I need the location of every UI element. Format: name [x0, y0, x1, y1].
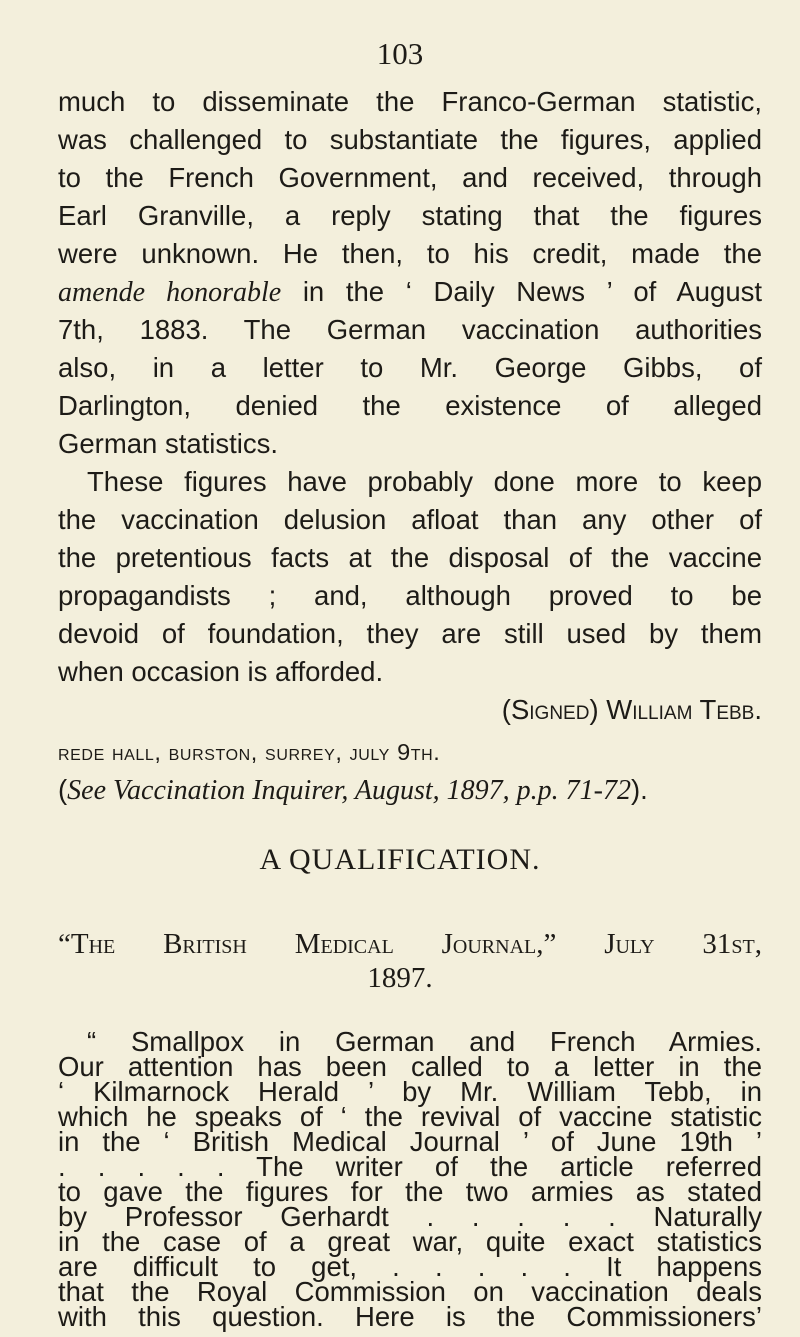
- section-heading: A QUALIFICATION.: [259, 843, 541, 876]
- text-line: are difficult to get, . . . . . It happens: [58, 1251, 762, 1282]
- text-line: much to disseminate the Franco-German statistic,: [58, 86, 762, 117]
- citation-close: ).: [631, 774, 648, 805]
- text-line: which he speaks of ‘ the revival of vaccine statistic: [58, 1101, 762, 1132]
- text-line: German statistics.: [58, 428, 279, 459]
- address-line: rede hall, burston, surrey, july 9th.: [58, 739, 441, 765]
- text-line: 7th, 1883. The German vaccination authorities: [58, 314, 762, 345]
- text-line: “ Smallpox in German and French Armies.: [87, 1026, 762, 1057]
- page-number: 103: [376, 36, 424, 71]
- text-line-with-italic: [58, 272, 762, 313]
- italic-phrase: amende honorable: [58, 277, 282, 308]
- text-line: that the Royal Commission on vaccination deals: [58, 1276, 762, 1307]
- text-line: Our attention has been called to a letter in the: [58, 1051, 762, 1082]
- text-line: was challenged to substantiate the figures, applied: [58, 124, 762, 155]
- signature: (Signed) William Tebb.: [501, 694, 762, 725]
- text-span: in the ‘ Daily News ’ of August: [281, 276, 763, 307]
- text-line: devoid of foundation, they are still used by them: [58, 618, 762, 649]
- text-line: when occasion is afforded.: [58, 656, 384, 687]
- text-line: by Professor Gerhardt . . . . . Naturally: [58, 1201, 762, 1232]
- text-line: in the ‘ British Medical Journal ’ of June 19th ’: [58, 1126, 762, 1157]
- text-line: Earl Granville, a reply stating that the figures: [58, 200, 762, 231]
- journal-title-line: “The British Medical Journal,” July 31st,: [58, 928, 762, 960]
- citation-italic: See Vaccination Inquirer, August, 1897, p.p. 71-72: [67, 775, 631, 806]
- citation-open: (: [58, 774, 68, 805]
- text-line: Darlington, denied the existence of alleged: [58, 390, 762, 421]
- text-line: in the case of a great war, quite exact statistics: [58, 1226, 762, 1257]
- journal-year: 1897.: [367, 962, 433, 994]
- text-line: to the French Government, and received, through: [58, 162, 762, 193]
- text-line: the pretentious facts at the disposal of the vaccine: [58, 542, 762, 573]
- text-line: to gave the figures for the two armies as stated: [58, 1176, 762, 1207]
- text-line: propagandists ; and, although proved to be: [58, 580, 762, 611]
- text-line: . . . . . The writer of the article referred: [58, 1151, 762, 1182]
- citation: [58, 770, 762, 811]
- text-line: with this question. Here is the Commissioners’: [58, 1301, 762, 1332]
- text-line: ‘ Kilmarnock Herald ’ by Mr. William Tebb, in: [58, 1076, 762, 1107]
- text-line: also, in a letter to Mr. George Gibbs, of: [58, 352, 762, 383]
- text-line: were unknown. He then, to his credit, made the: [58, 238, 762, 269]
- text-line: the vaccination delusion afloat than any other of: [58, 504, 762, 535]
- text-line: These figures have probably done more to keep: [87, 466, 762, 497]
